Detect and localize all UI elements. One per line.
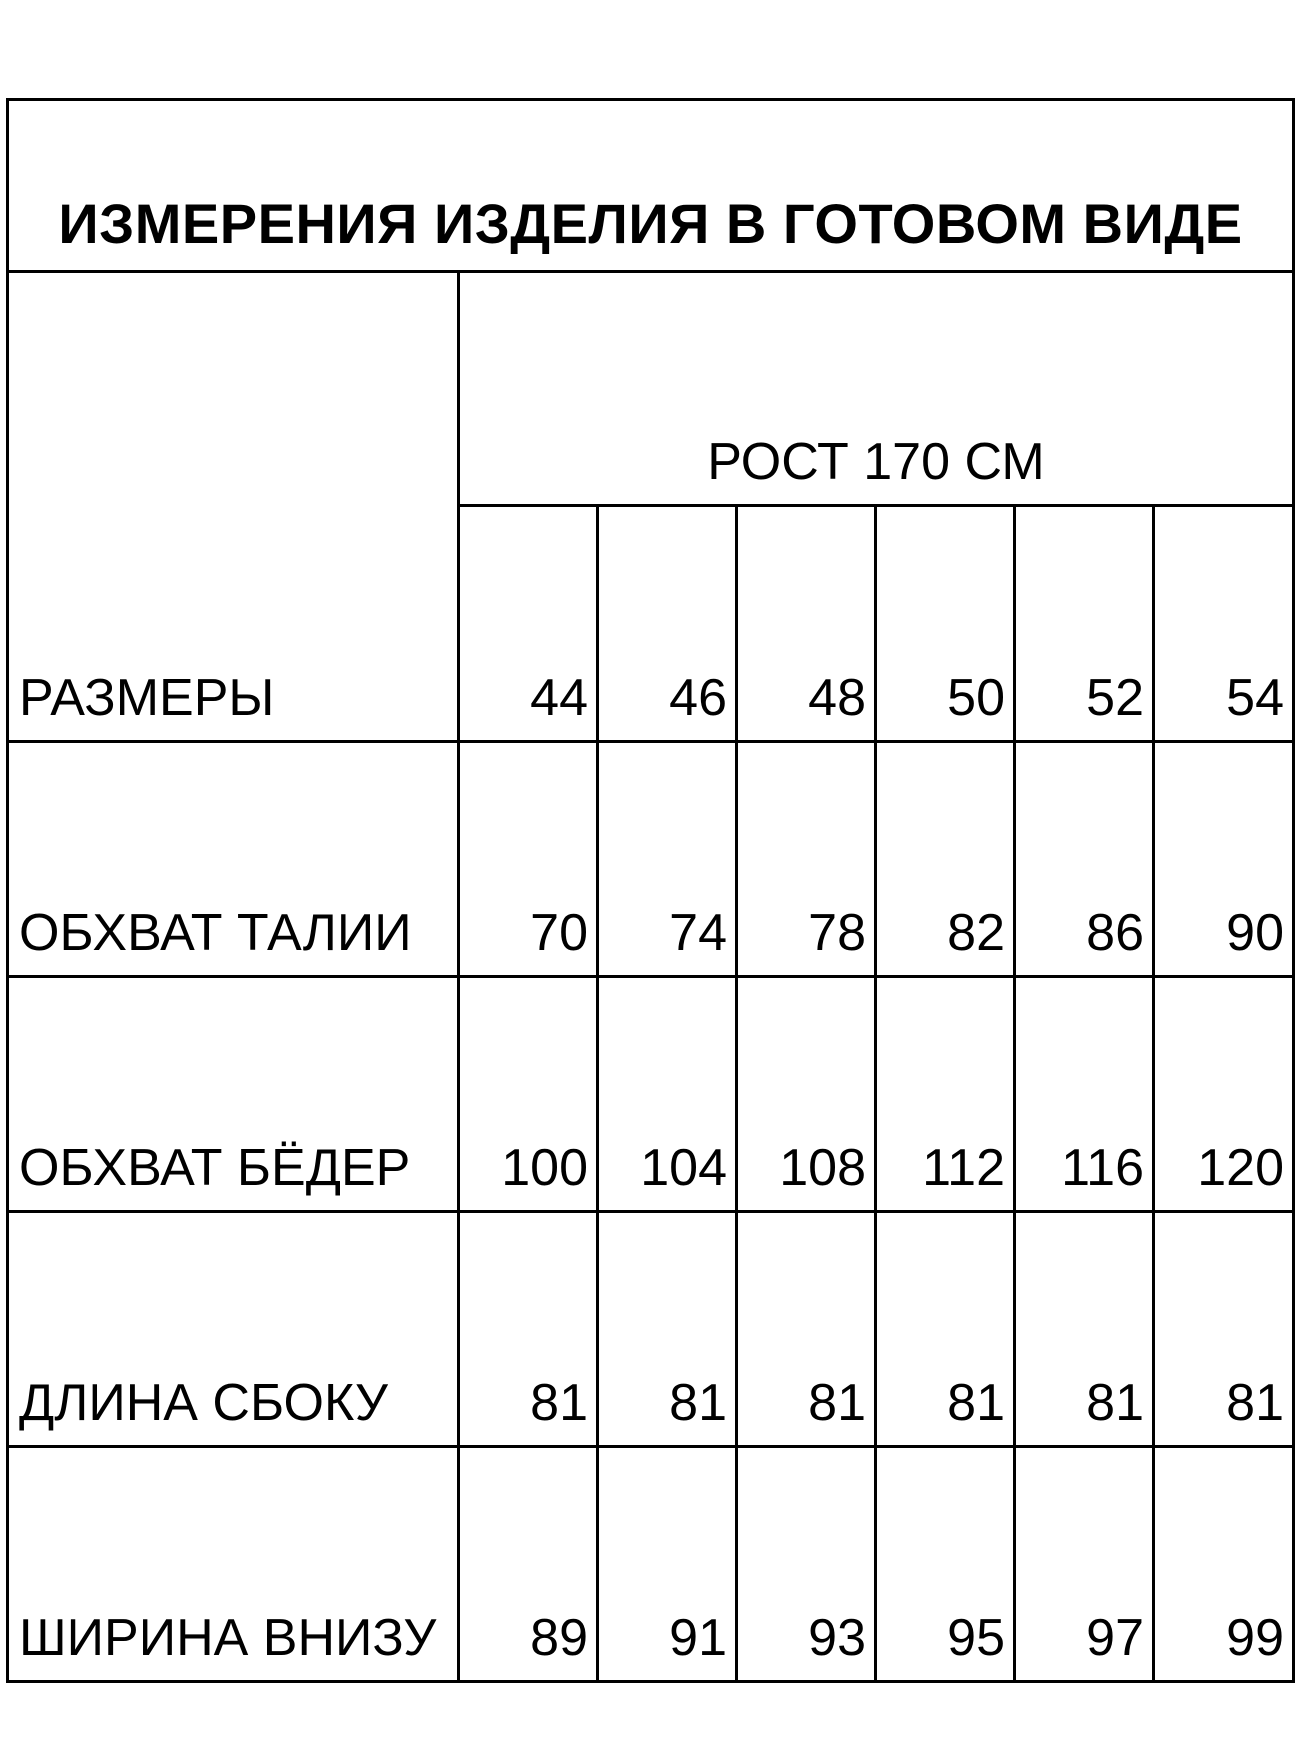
- size-value: 52: [1015, 506, 1154, 742]
- measurement-value: 81: [737, 1212, 876, 1447]
- measurement-value: 95: [876, 1447, 1015, 1682]
- row-label: ДЛИНА СБОКУ: [8, 1212, 459, 1447]
- measurement-value: 100: [459, 977, 598, 1212]
- size-value: 46: [598, 506, 737, 742]
- measurement-value: 81: [598, 1212, 737, 1447]
- measurement-value: 82: [876, 742, 1015, 977]
- table-row-hips: [8, 977, 1294, 1212]
- height-header: РОСТ 170 СМ: [459, 272, 1294, 506]
- sizes-label: РАЗМЕРЫ: [8, 272, 459, 742]
- table-row-side-length: [8, 1212, 1294, 1447]
- measurement-value: 91: [598, 1447, 737, 1682]
- measurement-value: 81: [1015, 1212, 1154, 1447]
- measurement-value: 81: [876, 1212, 1015, 1447]
- table-row-waist: [8, 742, 1294, 977]
- measurement-value: 81: [459, 1212, 598, 1447]
- measurement-value: 108: [737, 977, 876, 1212]
- size-chart-table: [6, 98, 1295, 1683]
- measurement-value: 112: [876, 977, 1015, 1212]
- measurement-value: 81: [1154, 1212, 1294, 1447]
- size-value: 48: [737, 506, 876, 742]
- measurement-value: 99: [1154, 1447, 1294, 1682]
- measurement-value: 70: [459, 742, 598, 977]
- measurement-value: 97: [1015, 1447, 1154, 1682]
- table-title: ИЗМЕРЕНИЯ ИЗДЕЛИЯ В ГОТОВОМ ВИДЕ: [8, 100, 1294, 272]
- measurement-value: 120: [1154, 977, 1294, 1212]
- measurement-value: 74: [598, 742, 737, 977]
- row-label: ШИРИНА ВНИЗУ: [8, 1447, 459, 1682]
- measurement-value: 90: [1154, 742, 1294, 977]
- row-label: ОБХВАТ БЁДЕР: [8, 977, 459, 1212]
- measurement-value: 78: [737, 742, 876, 977]
- size-value: 50: [876, 506, 1015, 742]
- row-label: ОБХВАТ ТАЛИИ: [8, 742, 459, 977]
- size-value: 54: [1154, 506, 1294, 742]
- size-value: 44: [459, 506, 598, 742]
- measurement-value: 86: [1015, 742, 1154, 977]
- table-row-bottom-width: [8, 1447, 1294, 1682]
- measurement-value: 104: [598, 977, 737, 1212]
- measurement-value: 89: [459, 1447, 598, 1682]
- measurement-value: 116: [1015, 977, 1154, 1212]
- measurement-value: 93: [737, 1447, 876, 1682]
